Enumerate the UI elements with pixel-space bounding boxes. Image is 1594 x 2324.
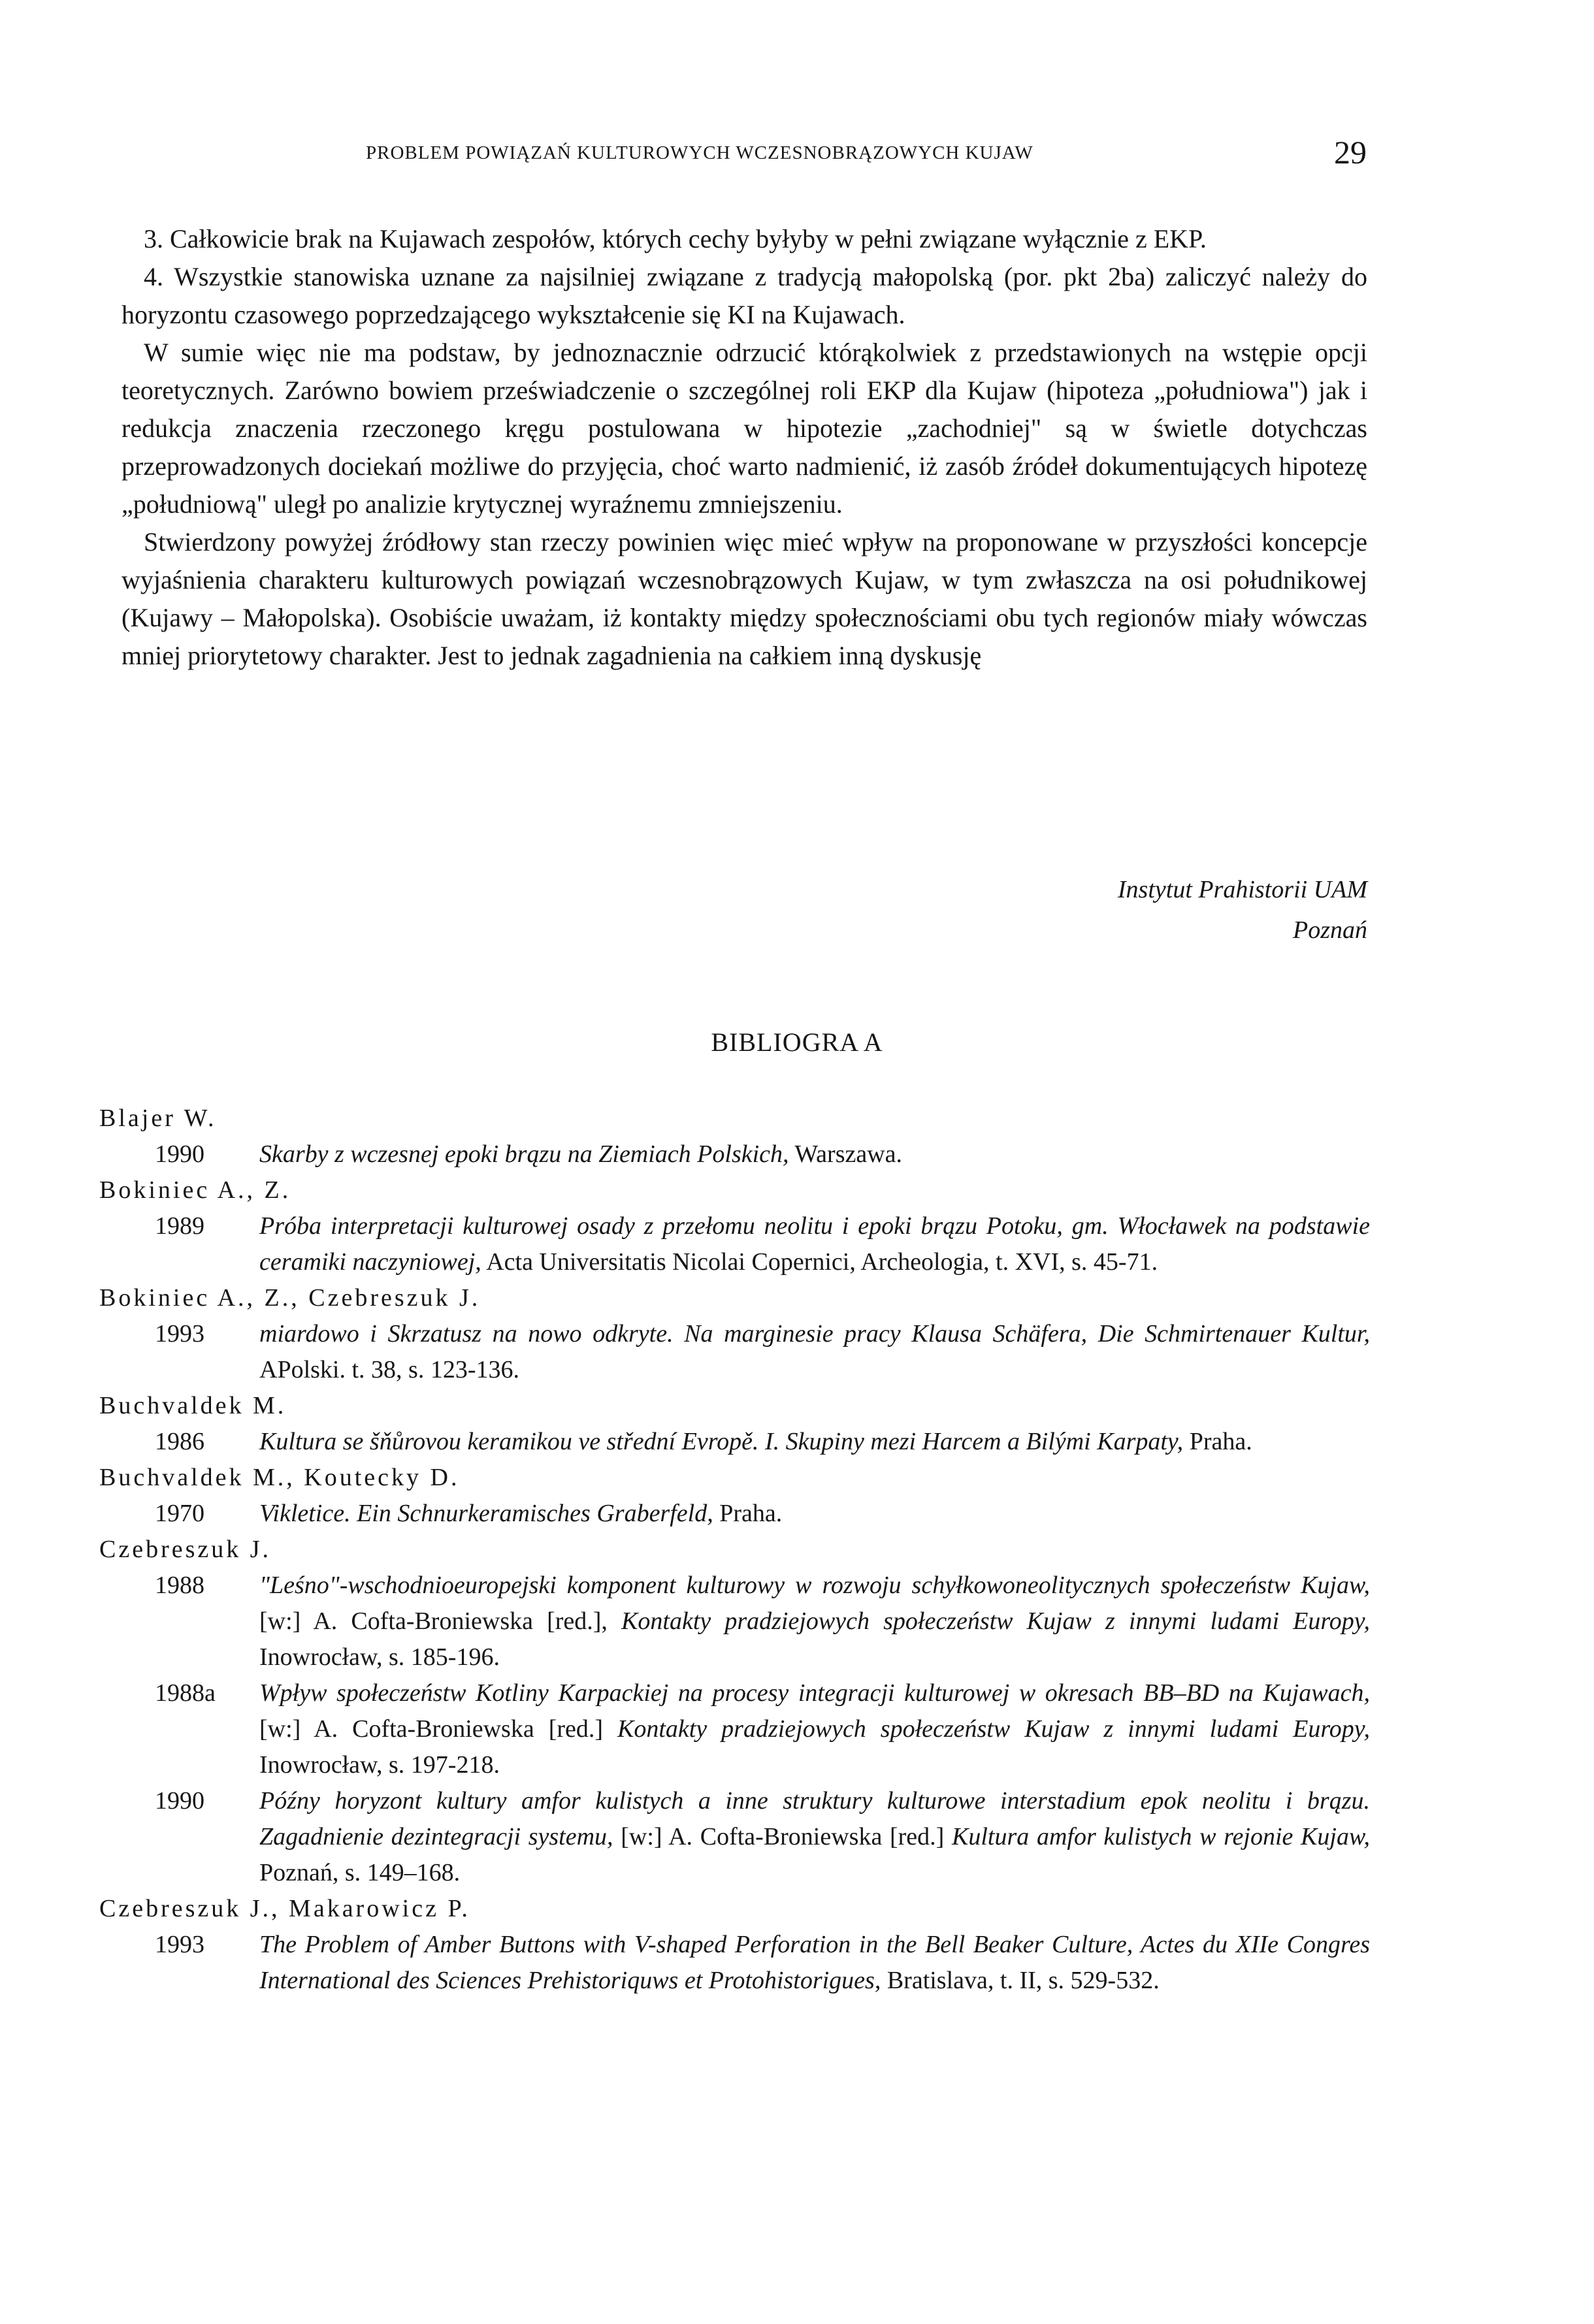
bib-title: miardowo i Skrzatusz na nowo odkryte. Na marginesie pracy Klausa Schäfera, Die Schmirtenauer Kultur,: [259, 1320, 1370, 1348]
bib-details: Bratislava, t. II, s. 529-532.: [881, 1967, 1160, 1994]
bib-details: Praha.: [713, 1500, 783, 1527]
bib-title: Późny horyzont kultury amfor kulistych a inne struktury kulturowe interstadium epok neolitu i brązu. Zagadnienie dezintegracji systemu,: [259, 1787, 1370, 1850]
bib-title: "Leśno"-wschodnioeuropejski komponent kulturowy w rozwoju schyłkowoneolitycznych społeczeństw Kujaw,: [259, 1572, 1370, 1599]
bib-details: [w:] A. Cofta-Broniewska [red.],: [259, 1607, 622, 1635]
bib-entry: [99, 1675, 1370, 1783]
bib-year: 1988: [155, 1572, 204, 1599]
bib-text: [259, 1783, 1370, 1891]
paragraph-point-3: 3. Całkowicie brak na Kujawach zespołów, których cechy byłyby w pełni związane wyłącznie z EKP.: [144, 224, 1207, 253]
bib-year: 1988a: [155, 1679, 216, 1707]
bib-entry: [99, 1927, 1370, 1999]
bib-year: 1970: [155, 1500, 204, 1527]
bib-details: Acta Universitatis Nicolai Copernici, Archeologia, t. XVI, s. 45-71.: [481, 1248, 1158, 1276]
bib-entry: [99, 1568, 1370, 1675]
bib-title: The Problem of Amber Buttons with V-shaped Perforation in the Bell Beaker Culture, Actes du XIIe Congres International des Sciences Prehistoriquws et Protohistorigues,: [259, 1931, 1370, 1994]
bib-title: Kultura se šňůrovou keramikou ve střední Evropě. I. Skupiny mezi Harcem a Bilými Karpaty,: [259, 1428, 1184, 1455]
bib-entry: [99, 1208, 1370, 1280]
bib-entry: [99, 1783, 1370, 1891]
bib-details: [w:] A. Cofta-Broniewska [red.]: [259, 1715, 617, 1743]
bib-author: Buchvaldek M.: [99, 1392, 287, 1419]
author-affiliation: [1118, 869, 1367, 950]
bib-details: [w:] A. Cofta-Broniewska [red.]: [613, 1823, 952, 1850]
bib-text: [259, 1568, 1370, 1675]
bib-text: [259, 1316, 1370, 1388]
bib-year: 1993: [155, 1931, 204, 1958]
bib-entry: [99, 1137, 1370, 1172]
bib-details-secondary: Inowrocław, s. 197-218.: [259, 1751, 500, 1779]
bib-text: [259, 1137, 1370, 1172]
bib-title-secondary: Kontakty pradziejowych społeczeństw Kujaw z innymi ludami Europy,: [621, 1607, 1370, 1635]
bib-entry: [99, 1496, 1370, 1532]
bib-year: 1990: [155, 1140, 204, 1168]
bib-details: Warszawa.: [789, 1140, 903, 1168]
paragraph-summary: W sumie więc nie ma podstaw, by jednoznacznie odrzucić którąkolwiek z przedstawionych na wstępie opcji teoretycznych. Zarówno bowiem przeświadczenie o szczególnej roli EKP dla Kujaw (hipoteza „południowa") jak i redukcja znaczenia rzeczonego kręgu postulowana w hipotezie „zachodniej" są w świetle dotychczas przeprowadzonych dociekań możliwe do przyjęcia, choć warto nadmienić, iż zasób źródeł dokumentujących hipotezę „południową" uległ po analizie krytycznej wyraźnemu zmniejszeniu.: [122, 338, 1367, 519]
bib-text: [259, 1208, 1370, 1280]
bib-author: Buchvaldek M., Koutecky D.: [99, 1464, 460, 1491]
bib-year: 1989: [155, 1212, 204, 1240]
bib-entry: [99, 1424, 1370, 1460]
bib-title-secondary: Kultura amfor kulistych w rejonie Kujaw,: [952, 1823, 1370, 1850]
bibliography-heading: BIBLIOGRA A: [711, 1027, 883, 1057]
paragraph-point-4: 4. Wszystkie stanowiska uznane za najsilniej związane z tradycją małopolską (por. pkt 2ba) zaliczyć należy do horyzontu czasowego poprzedzającego wykształcenie się KI na Kujawach.: [122, 262, 1367, 329]
bib-text: [259, 1496, 1370, 1532]
bib-details: Praha.: [1183, 1428, 1252, 1455]
bib-text: [259, 1424, 1370, 1460]
bib-author: Czebreszuk J., Makarowicz P.: [99, 1895, 470, 1922]
bib-year: 1993: [155, 1320, 204, 1348]
bib-title: Vikletice. Ein Schnurkeramisches Graberfeld,: [259, 1500, 713, 1527]
running-head: PROBLEM POWIĄZAŃ KULTUROWYCH WCZESNOBRĄZOWYCH KUJAW: [366, 142, 1033, 163]
bib-title: Próba interpretacji kulturowej osady z przełomu neolitu i epoki brązu Potoku, gm. Włocławek na podstawie ceramiki naczyniowej,: [259, 1212, 1370, 1276]
bib-author: Czebreszuk J.: [99, 1536, 272, 1563]
bib-author: Bokiniec A., Z., Czebreszuk J.: [99, 1284, 481, 1312]
affiliation-institute: Instytut Prahistorii UAM: [1117, 876, 1367, 903]
bib-year: 1990: [155, 1787, 204, 1815]
bib-entry: [99, 1316, 1370, 1388]
bibliography-list: [99, 1101, 1370, 1999]
page-number: 29: [1334, 134, 1367, 170]
body-text: [122, 220, 1367, 675]
bib-details-secondary: Poznań, s. 149–168.: [259, 1859, 461, 1886]
bib-text: [259, 1927, 1370, 1999]
bib-title: Skarby z wczesnej epoki brązu na Ziemiach Polskich,: [259, 1140, 789, 1168]
paragraph-conclusion: Stwierdzony powyżej źródłowy stan rzeczy powinien więc mieć wpływ na proponowane w przyszłości koncepcje wyjaśnienia charakteru kulturowych powiązań wczesnobrązowych Kujaw, w tym zwłaszcza na osi południkowej (Kujawy – Małopolska). Osobiście uważam, iż kontakty między społecznościami obu tych regionów miały wówczas mniej priorytetowy charakter. Jest to jednak zagadnienia na całkiem inną dyskusję: [122, 527, 1367, 670]
bib-year: 1986: [155, 1428, 204, 1455]
bib-details-secondary: Inowrocław, s. 185-196.: [259, 1643, 500, 1671]
bib-title: Wpływ społeczeństw Kotliny Karpackiej na procesy integracji kulturowej w okresach BB–BD na Kujawach,: [259, 1679, 1370, 1707]
bib-details: APolski. t. 38, s. 123-136.: [259, 1356, 519, 1383]
bib-author: Bokiniec A., Z.: [99, 1176, 291, 1204]
bib-title-secondary: Kontakty pradziejowych społeczeństw Kujaw z innymi ludami Europy,: [617, 1715, 1370, 1743]
bib-author: Blajer W.: [99, 1105, 217, 1132]
affiliation-city: Poznań: [1293, 916, 1367, 944]
bib-text: [259, 1675, 1370, 1783]
